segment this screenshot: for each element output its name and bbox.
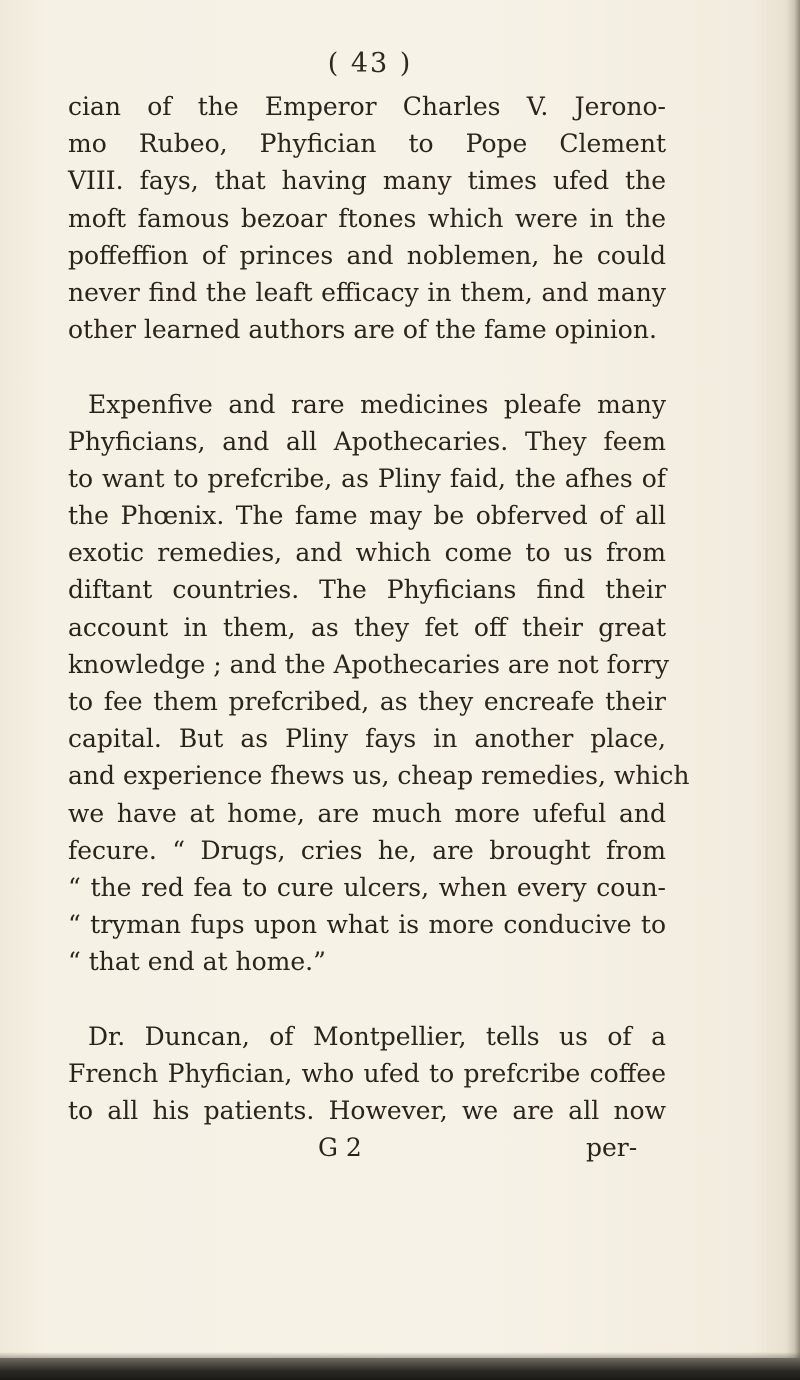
text-line: French Phyfician, who ufed to prefcribe coffee	[68, 1058, 666, 1088]
text-line: cian of the Emperor Charles V. Jerono-	[68, 92, 666, 121]
text-line: account in them, as they fet off their great	[68, 612, 666, 642]
page-number: ( 43 )	[327, 48, 413, 79]
text-line: Phyficians, and all Apothecaries. They feem	[68, 426, 666, 456]
text-line: “ that end at home.”	[68, 947, 326, 977]
text-line: fecure. “ Drugs, cries he, are brought from	[68, 835, 666, 865]
text-line: moft famous bezoar ftones which were in the	[68, 203, 666, 233]
text-line: Expenfive and rare medicines pleafe many	[88, 389, 666, 419]
signature-mark: G 2	[318, 1133, 362, 1163]
page-edge-shadow	[786, 0, 800, 1380]
text-line: to all his patients. However, we are all now	[68, 1096, 666, 1126]
text-line: mo Rubeo, Phyfician to Pope Clement	[68, 129, 666, 159]
page-footer	[68, 1129, 666, 1166]
text-line: poffeffion of princes and noblemen, he could	[68, 240, 666, 270]
page-bottom-edge	[0, 1358, 800, 1380]
text-line: diftant countries. The Phyficians find their	[68, 575, 666, 605]
text-line: “ tryman fups upon what is more conducive to	[68, 910, 666, 940]
text-line: the Phœnix. The fame may be obferved of all	[68, 501, 666, 531]
body-text	[68, 88, 690, 1166]
catchword: per-	[586, 1133, 638, 1163]
text-line: Dr. Duncan, of Montpellier, tells us of a	[88, 1021, 666, 1051]
text-line: to want to prefcribe, as Pliny faid, the afhes of	[68, 463, 666, 493]
text-line: “ the red fea to cure ulcers, when every coun-	[68, 872, 666, 902]
text-line: to fee them prefcribed, as they encreafe their	[68, 687, 666, 716]
text-line: capital. But as Pliny fays in another place,	[68, 724, 666, 754]
text-line: never find the leaft efficacy in them, and many	[68, 277, 666, 307]
text-line: VIII. fays, that having many times ufed the	[68, 166, 666, 196]
text-line: exotic remedies, and which come to us from	[68, 538, 666, 568]
text-line: knowledge ; and the Apothecaries are not forry	[68, 649, 670, 679]
text-line: we have at home, are much more ufeful and	[68, 798, 666, 828]
text-line: other learned authors are of the fame opinion.	[68, 315, 657, 345]
paragraph-gap	[68, 348, 666, 385]
paragraph-gap	[68, 981, 666, 1018]
text-line: and experience fhews us, cheap remedies, which	[68, 761, 690, 791]
